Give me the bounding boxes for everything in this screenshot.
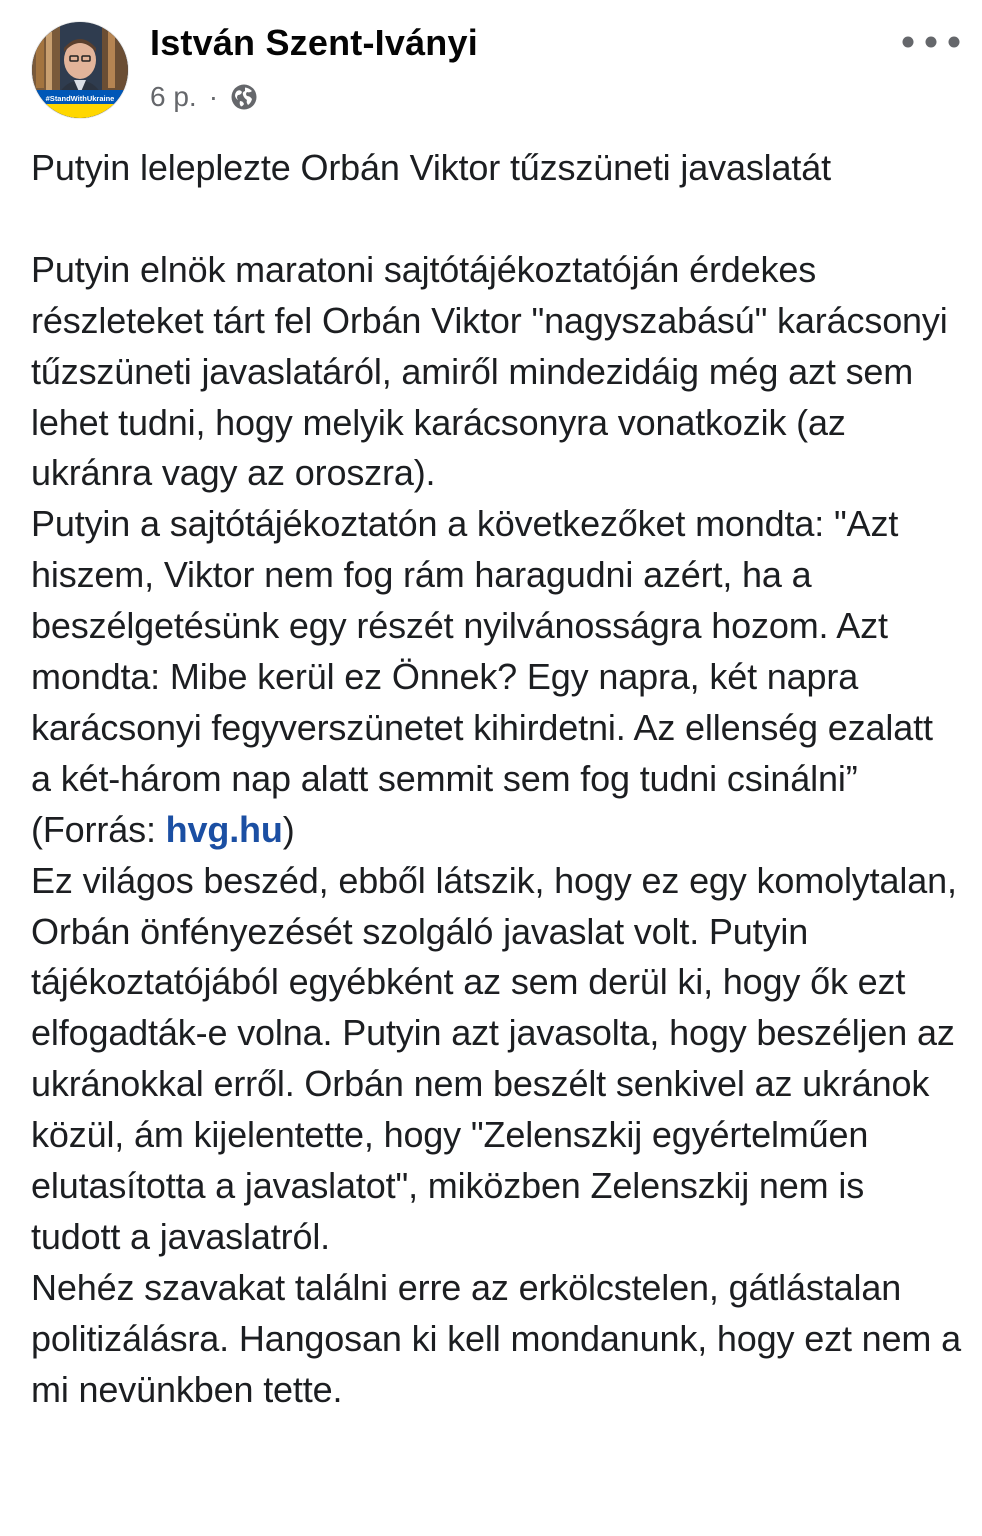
blank-line	[31, 194, 961, 245]
globe-icon[interactable]	[230, 83, 258, 111]
post-paragraph-1: Putyin elnök maratoni sajtótájékoztatóján érdekes részleteket tárt fel Orbán Viktor "nagyszabású" karácsonyi tűzszüneti javaslatáról, amiről mindezidáig még azt sem lehet tudni, hogy melyik karácsonyra vonatkozik (az ukránra vagy az oroszra).	[31, 248, 948, 494]
post-timestamp[interactable]: 6 p.	[150, 81, 197, 112]
post-header	[0, 0, 982, 130]
post-body	[31, 143, 961, 1416]
post-paragraph-3: Ez világos beszéd, ebből látszik, hogy ez egy komolytalan, Orbán önfényezését szolgáló javaslat volt. Putyin tájékoztatójából egyébként az sem derül ki, hogy ők ezt elfogadták-e volna. Putyin azt javasolta, hogy beszéljen az ukránokkal erről. Orbán nem beszélt senkivel az ukránok közül, ám kijelentette, hogy "Zelenszkij egyértelműen elutasította a javaslatot", miközben Zelenszkij nem is tudott a javaslatról.	[31, 859, 957, 1258]
author-avatar[interactable]	[32, 22, 128, 118]
avatar-badge-text: #StandWithUkraine	[45, 94, 115, 103]
source-link[interactable]: hvg.hu	[165, 808, 283, 850]
post-meta	[150, 80, 258, 114]
quote-text: Putyin a sajtótájékoztatón a következőket mondta: "Azt hiszem, Viktor nem fog rám haragudni azért, ha a beszélgetésünk egy részét nyilvánosságra hozom. Azt mondta: Mibe kerül ez Önnek? Egy napra, két napra karácsonyi fegyverszünetet kihirdetni. Az ellenség ezalatt a két-három nap alatt semmit sem fog tudni csinálni” (Forrás:	[31, 503, 933, 850]
post-title: Putyin leleplezte Orbán Viktor tűzszüneti javaslatát	[31, 147, 831, 188]
avatar-image	[32, 22, 128, 118]
more-options-button[interactable]	[896, 24, 966, 60]
more-options-icon	[900, 34, 962, 50]
post-paragraph-4: Nehéz szavakat találni erre az erkölcstelen, gátlástalan politizálásra. Hangosan ki kell mondanunk, hogy ezt nem a mi nevünkben tette.	[31, 1266, 961, 1410]
author-name[interactable]: István Szent-Iványi	[150, 22, 478, 63]
meta-separator: ·	[208, 81, 219, 112]
post-paragraph-2	[31, 499, 961, 855]
link-suffix: )	[282, 808, 295, 850]
